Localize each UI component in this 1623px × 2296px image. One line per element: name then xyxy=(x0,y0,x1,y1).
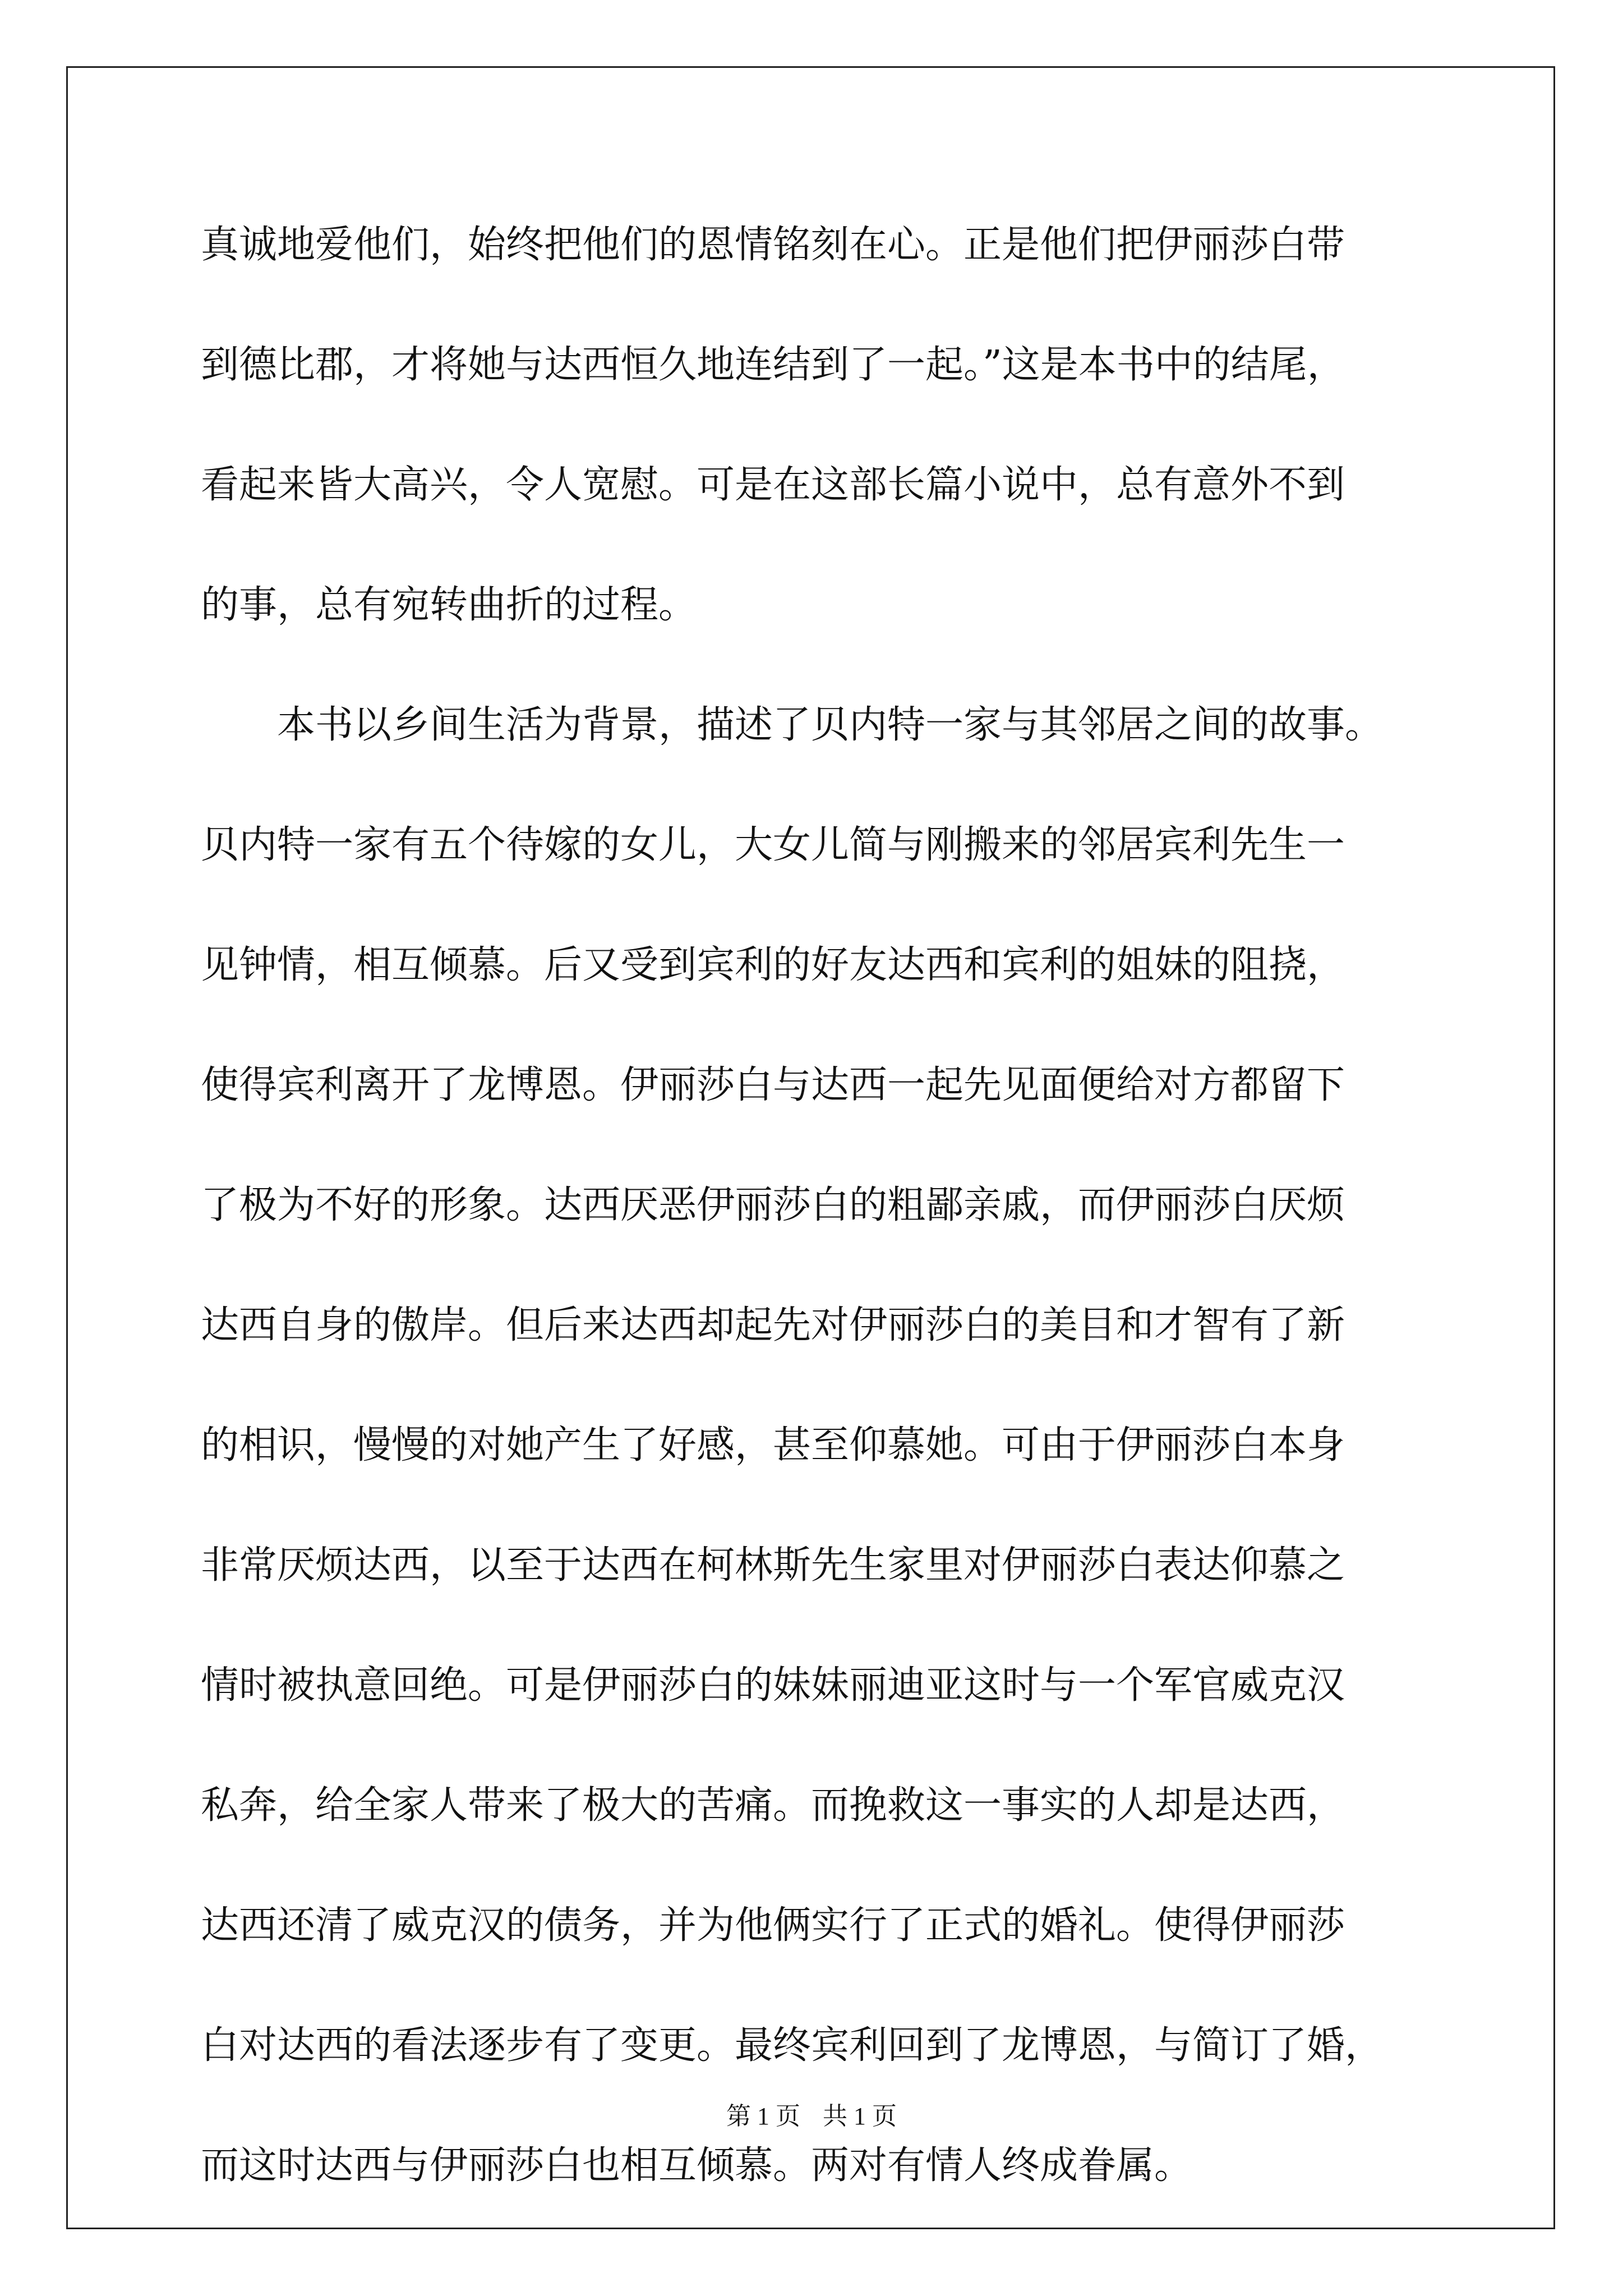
page-number-current: 第 1 页 xyxy=(726,2102,800,2130)
text-line: 到德比郡，才将她与达西恒久地连结到了一起。”这是本书中的结尾， xyxy=(201,343,1345,387)
text-line: 私奔，给全家人带来了极大的苦痛。而挽救这一事实的人却是达西， xyxy=(201,1783,1345,1828)
text-line: 白对达西的看法逐步有了变更。最终宾利回到了龙博恩，与简订了婚， xyxy=(201,2023,1384,2068)
text-line: 情时被执意回绝。可是伊丽莎白的妹妹丽迪亚这时与一个军官威克汉 xyxy=(201,1663,1345,1708)
text-line: 的相识，慢慢的对她产生了好感，甚至仰慕她。可由于伊丽莎白本身 xyxy=(201,1423,1345,1467)
text-line: 达西还清了威克汉的债务，并为他俩实行了正式的婚礼。使得伊丽莎 xyxy=(201,1903,1345,1948)
text-line: 见钟情，相互倾慕。后又受到宾利的好友达西和宾利的姐妹的阻挠， xyxy=(201,943,1345,987)
text-line: 贝内特一家有五个待嫁的女儿，大女儿简与刚搬来的邻居宾利先生一 xyxy=(201,823,1345,867)
document-body xyxy=(201,220,1435,2261)
text-line: 真诚地爱他们，始终把他们的恩情铭刻在心。正是他们把伊丽莎白带 xyxy=(201,223,1345,267)
page-number-total: 共 1 页 xyxy=(823,2102,897,2130)
page-footer xyxy=(0,2096,1623,2132)
text-line: 使得宾利离开了龙博恩。伊丽莎白与达西一起先见面便给对方都留下 xyxy=(201,1063,1345,1107)
text-line: 看起来皆大高兴，令人宽慰。可是在这部长篇小说中，总有意外不到 xyxy=(201,463,1345,507)
text-line: 达西自身的傲岸。但后来达西却起先对伊丽莎白的美目和才智有了新 xyxy=(201,1303,1345,1347)
text-line: 了极为不好的形象。达西厌恶伊丽莎白的粗鄙亲戚，而伊丽莎白厌烦 xyxy=(201,1183,1345,1227)
text-line: 非常厌烦达西，以至于达西在柯林斯先生家里对伊丽莎白表达仰慕之 xyxy=(201,1543,1345,1588)
text-line: 的事，总有宛转曲折的过程。 xyxy=(201,583,697,627)
paragraph-first-line: 本书以乡间生活为背景，描述了贝内特一家与其邻居之间的故事。 xyxy=(277,703,1384,747)
text-line: 而这时达西与伊丽莎白也相互倾慕。两对有情人终成眷属。 xyxy=(201,2143,1193,2188)
